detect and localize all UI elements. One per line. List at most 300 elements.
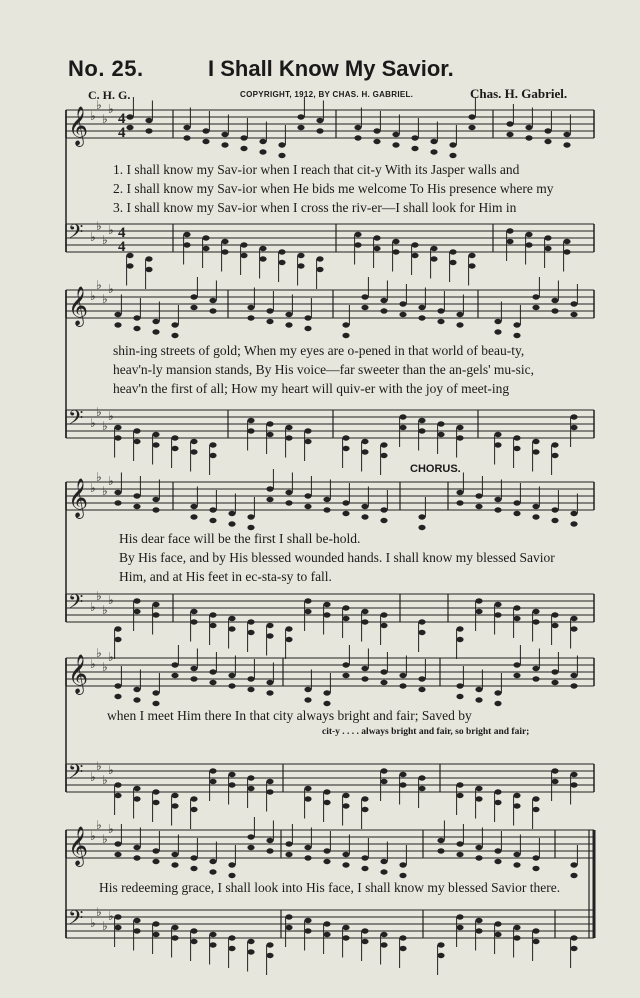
note-head (456, 925, 463, 930)
note-head (475, 493, 482, 498)
note-head (114, 322, 121, 327)
note-head (133, 786, 140, 791)
note-head (285, 312, 292, 317)
note-head (399, 873, 406, 878)
note-head (190, 305, 197, 310)
note-head (456, 852, 463, 857)
note-head (570, 414, 577, 419)
note-head (380, 308, 387, 313)
note-head (145, 128, 152, 133)
note-head (285, 322, 292, 327)
note-head (449, 260, 456, 265)
note-head (228, 782, 235, 787)
note-head (171, 852, 178, 857)
note-head (209, 680, 216, 685)
note-head (247, 525, 254, 530)
note-head (399, 772, 406, 777)
note-head (380, 942, 387, 947)
note-head (418, 315, 425, 320)
note-head (114, 435, 121, 440)
note-head (133, 928, 140, 933)
note-head (430, 139, 437, 144)
note-head (342, 852, 349, 857)
note-head (266, 421, 273, 426)
treble-clef-icon: 𝄞 (68, 654, 89, 694)
note-head (247, 687, 254, 692)
note-head (380, 779, 387, 784)
note-head (304, 315, 311, 320)
note-head (513, 852, 520, 857)
note-head (190, 449, 197, 454)
note-head (513, 862, 520, 867)
note-head (266, 308, 273, 313)
note-head (259, 139, 266, 144)
note-head (570, 301, 577, 306)
note-head (323, 932, 330, 937)
note-head (468, 114, 475, 119)
note-head (323, 701, 330, 706)
note-head (551, 623, 558, 628)
note-head (114, 782, 121, 787)
note-head (152, 612, 159, 617)
note-head (411, 135, 418, 140)
note-head (456, 782, 463, 787)
flat-icon: ♭ (108, 593, 114, 607)
note-head (259, 246, 266, 251)
note-head (304, 845, 311, 850)
note-head (316, 256, 323, 261)
note-head (304, 493, 311, 498)
note-head (494, 932, 501, 937)
note-head (247, 418, 254, 423)
note-head (437, 319, 444, 324)
note-head (323, 497, 330, 502)
flat-icon: ♭ (108, 763, 114, 777)
note-head (183, 125, 190, 130)
note-head (361, 796, 368, 801)
note-head (285, 425, 292, 430)
flat-icon: ♭ (102, 112, 108, 126)
note-head (551, 669, 558, 674)
note-head (475, 845, 482, 850)
flat-icon: ♭ (102, 419, 108, 433)
note-head (247, 514, 254, 519)
note-head (513, 605, 520, 610)
note-head (361, 449, 368, 454)
note-head (297, 125, 304, 130)
note-head (513, 333, 520, 338)
flat-icon: ♭ (102, 484, 108, 498)
note-head (304, 428, 311, 433)
note-head (190, 939, 197, 944)
flat-icon: ♭ (102, 832, 108, 846)
note-head (532, 619, 539, 624)
note-head (209, 623, 216, 628)
note-head (221, 142, 228, 147)
note-head (209, 768, 216, 773)
note-head (209, 507, 216, 512)
flat-icon: ♭ (102, 660, 108, 674)
note-head (114, 490, 121, 495)
note-head (285, 852, 292, 857)
note-head (190, 439, 197, 444)
note-head (525, 135, 532, 140)
note-head (354, 242, 361, 247)
note-head (240, 135, 247, 140)
flat-icon: ♭ (102, 919, 108, 933)
note-head (456, 694, 463, 699)
note-head (133, 855, 140, 860)
note-head (240, 253, 247, 258)
note-head (392, 239, 399, 244)
flat-icon: ♭ (90, 916, 96, 930)
flat-icon: ♭ (90, 289, 96, 303)
note-head (475, 609, 482, 614)
flat-icon: ♭ (108, 223, 114, 237)
note-head (323, 921, 330, 926)
note-head (380, 869, 387, 874)
note-head (418, 418, 425, 423)
note-head (190, 609, 197, 614)
note-head (456, 793, 463, 798)
flat-icon: ♭ (96, 98, 102, 112)
flat-icon: ♭ (90, 657, 96, 671)
note-head (190, 666, 197, 671)
note-head (183, 242, 190, 247)
note-head (532, 514, 539, 519)
note-head (278, 142, 285, 147)
note-head (449, 153, 456, 158)
note-head (323, 690, 330, 695)
note-head (285, 435, 292, 440)
note-head (418, 305, 425, 310)
note-head (266, 690, 273, 695)
note-head (183, 135, 190, 140)
note-head (475, 504, 482, 509)
note-head (570, 683, 577, 688)
note-head (532, 807, 539, 812)
flat-icon: ♭ (90, 416, 96, 430)
note-head (494, 507, 501, 512)
note-head (133, 687, 140, 692)
note-head (532, 294, 539, 299)
flat-icon: ♭ (96, 646, 102, 660)
note-head (532, 676, 539, 681)
note-head (532, 439, 539, 444)
note-head (411, 253, 418, 258)
note-head (380, 612, 387, 617)
note-head (380, 768, 387, 773)
note-head (228, 935, 235, 940)
note-head (209, 859, 216, 864)
note-head (266, 432, 273, 437)
flat-icon: ♭ (90, 109, 96, 123)
note-head (563, 239, 570, 244)
note-head (570, 772, 577, 777)
note-head (563, 142, 570, 147)
note-head (399, 683, 406, 688)
bass-clef-icon: 𝄢 (68, 760, 84, 788)
note-head (297, 253, 304, 258)
note-head (228, 521, 235, 526)
note-head (247, 845, 254, 850)
note-head (361, 294, 368, 299)
note-head (202, 235, 209, 240)
note-head (399, 425, 406, 430)
note-head (228, 616, 235, 621)
note-head (152, 497, 159, 502)
note-head (133, 796, 140, 801)
note-head (304, 796, 311, 801)
note-head (209, 442, 216, 447)
note-head (285, 490, 292, 495)
flat-icon: ♭ (102, 292, 108, 306)
note-head (570, 312, 577, 317)
note-head (392, 249, 399, 254)
note-head (171, 673, 178, 678)
flat-icon: ♭ (90, 481, 96, 495)
note-head (361, 666, 368, 671)
note-head (570, 521, 577, 526)
note-head (342, 673, 349, 678)
note-head (506, 228, 513, 233)
note-head (570, 873, 577, 878)
note-head (551, 768, 558, 773)
flat-icon: ♭ (90, 600, 96, 614)
note-head (380, 932, 387, 937)
note-head (399, 782, 406, 787)
note-head (247, 305, 254, 310)
note-head (126, 253, 133, 258)
note-head (190, 928, 197, 933)
note-head (152, 690, 159, 695)
note-head (392, 142, 399, 147)
note-head (437, 308, 444, 313)
note-head (209, 869, 216, 874)
note-head (361, 807, 368, 812)
note-head (418, 514, 425, 519)
note-head (342, 333, 349, 338)
note-head (133, 493, 140, 498)
note-head (228, 511, 235, 516)
note-head (513, 511, 520, 516)
note-head (221, 239, 228, 244)
note-head (361, 439, 368, 444)
note-head (247, 775, 254, 780)
flat-icon: ♭ (96, 759, 102, 773)
note-head (399, 862, 406, 867)
flat-icon: ♭ (102, 773, 108, 787)
note-head (342, 793, 349, 798)
system1-verse2: 2. I shall know my Sav-ior when He bids me welcome To His presence where my (113, 181, 554, 196)
note-head (494, 497, 501, 502)
note-head (532, 449, 539, 454)
note-head (145, 118, 152, 123)
note-head (304, 786, 311, 791)
note-head (323, 507, 330, 512)
note-head (171, 935, 178, 940)
note-head (361, 928, 368, 933)
flat-icon: ♭ (96, 405, 102, 419)
note-head (380, 507, 387, 512)
note-head (152, 848, 159, 853)
note-head (532, 855, 539, 860)
note-head (525, 232, 532, 237)
lyricist-credit: C. H. G. (88, 88, 131, 102)
note-head (190, 514, 197, 519)
note-head (133, 609, 140, 614)
note-head (152, 932, 159, 937)
note-head (513, 435, 520, 440)
note-head (411, 146, 418, 151)
note-head (171, 662, 178, 667)
note-head (532, 866, 539, 871)
note-head (228, 683, 235, 688)
note-head (361, 504, 368, 509)
note-head (513, 616, 520, 621)
note-head (449, 249, 456, 254)
system1-verse3: 3. I shall know my Sav-ior when I cross the riv-er—I shall look for Him in (113, 200, 517, 215)
note-head (468, 253, 475, 258)
note-head (133, 845, 140, 850)
note-head (494, 800, 501, 805)
note-head (475, 697, 482, 702)
system2-verse3: heav'n the first of all; How my heart will quiv-er with the joy of meet-ing (113, 381, 510, 396)
note-head (456, 312, 463, 317)
note-head (304, 697, 311, 702)
note-head (285, 637, 292, 642)
note-head (475, 687, 482, 692)
bass-clef-icon: 𝄢 (68, 590, 84, 618)
note-head (544, 246, 551, 251)
note-head (551, 680, 558, 685)
note-head (342, 500, 349, 505)
note-head (171, 862, 178, 867)
note-head (152, 800, 159, 805)
note-head (475, 598, 482, 603)
note-head (266, 497, 273, 502)
note-head (380, 518, 387, 523)
chorus-label: CHORUS. (410, 463, 461, 475)
note-head (418, 525, 425, 530)
note-head (551, 453, 558, 458)
note-head (228, 862, 235, 867)
note-head (532, 504, 539, 509)
note-head (133, 598, 140, 603)
note-head (247, 676, 254, 681)
note-head (506, 239, 513, 244)
note-head (544, 235, 551, 240)
note-head (247, 949, 254, 954)
note-head (247, 786, 254, 791)
system2-verse2: heav'n-ly mansion stands, By His voice—far sweeter than the an-gels' mu-sic, (113, 362, 535, 377)
note-head (563, 249, 570, 254)
note-head (221, 249, 228, 254)
note-head (114, 914, 121, 919)
note-head (171, 435, 178, 440)
note-head (570, 935, 577, 940)
note-head (342, 435, 349, 440)
treble-clef-icon: 𝄞 (68, 106, 89, 146)
note-head (247, 630, 254, 635)
note-head (468, 263, 475, 268)
note-head (418, 775, 425, 780)
note-head (202, 139, 209, 144)
note-head (456, 637, 463, 642)
note-head (570, 782, 577, 787)
note-head (152, 789, 159, 794)
note-head (266, 779, 273, 784)
note-head (342, 803, 349, 808)
note-head (126, 114, 133, 119)
flat-icon: ♭ (90, 829, 96, 843)
note-head (392, 132, 399, 137)
note-head (133, 428, 140, 433)
note-head (475, 796, 482, 801)
note-head (570, 511, 577, 516)
note-head (551, 518, 558, 523)
note-head (285, 841, 292, 846)
note-head (544, 139, 551, 144)
composer-credit: Chas. H. Gabriel. (470, 86, 568, 101)
note-head (532, 796, 539, 801)
note-head (342, 935, 349, 940)
note-head (532, 939, 539, 944)
note-head (126, 125, 133, 130)
note-head (152, 507, 159, 512)
note-head (304, 855, 311, 860)
note-head (114, 683, 121, 688)
note-head (380, 453, 387, 458)
note-head (437, 421, 444, 426)
system1-verse1: 1. I shall know my Sav-ior when I reach that cit-y With its Jasper walls and (113, 162, 520, 177)
note-head (475, 918, 482, 923)
note-head (513, 935, 520, 940)
note-head (152, 329, 159, 334)
note-head (380, 623, 387, 628)
note-head (456, 490, 463, 495)
note-head (266, 848, 273, 853)
note-head (456, 914, 463, 919)
note-head (418, 786, 425, 791)
note-head (266, 319, 273, 324)
note-head (190, 807, 197, 812)
note-head (494, 329, 501, 334)
note-head (513, 803, 520, 808)
bass-clef-icon: 𝄢 (68, 406, 84, 434)
note-head (171, 322, 178, 327)
note-head (513, 446, 520, 451)
note-head (316, 118, 323, 123)
note-head (266, 953, 273, 958)
note-head (190, 796, 197, 801)
note-head (525, 125, 532, 130)
treble-clef-icon: 𝄞 (68, 478, 89, 518)
note-head (342, 322, 349, 327)
note-head (430, 256, 437, 261)
note-head (361, 855, 368, 860)
note-head (342, 511, 349, 516)
note-head (278, 260, 285, 265)
note-head (209, 942, 216, 947)
note-head (456, 683, 463, 688)
note-head (342, 605, 349, 610)
note-head (266, 623, 273, 628)
note-head (297, 263, 304, 268)
note-head (228, 673, 235, 678)
note-head (506, 121, 513, 126)
copyright-line: COPYRIGHT, 1912, BY CHAS. H. GABRIEL. (240, 90, 414, 99)
